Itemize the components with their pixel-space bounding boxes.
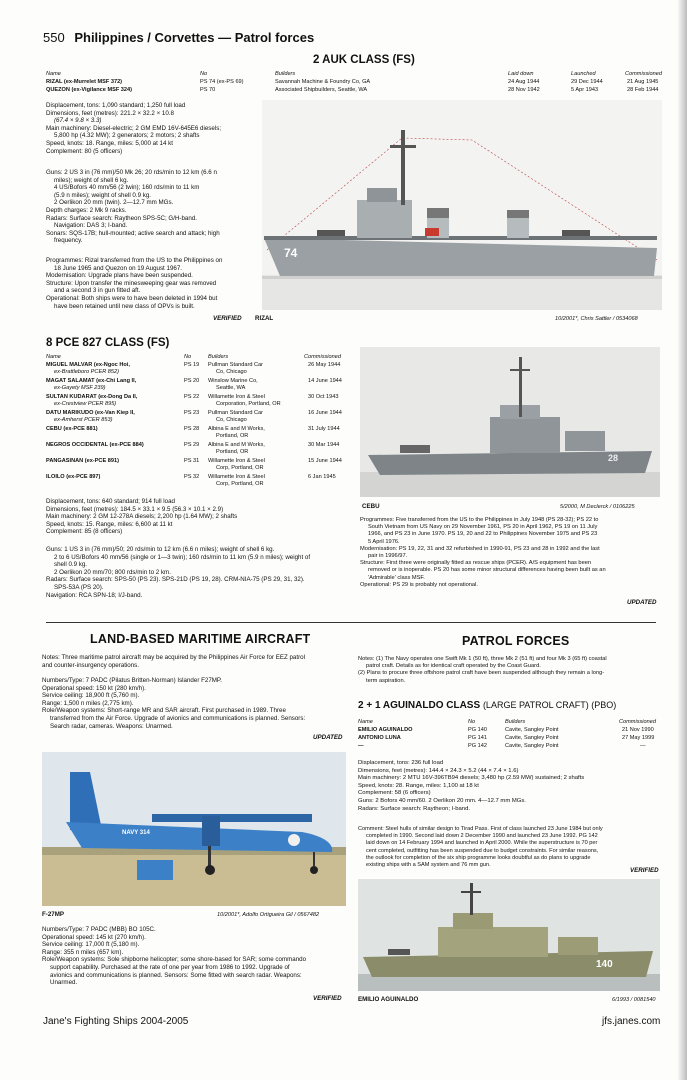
ship-name: CEBU (ex-PCE 881) xyxy=(46,426,98,432)
gun-line: 4 US/Bofors 40 mm/56 (2 twin); 160 rds/min to 11 km xyxy=(54,184,200,192)
col-builders: Builders xyxy=(208,354,229,360)
note-line: Programmes: Rizal transferred from the US to the Philippines on xyxy=(46,257,223,264)
patrol-notes xyxy=(358,656,663,685)
photo-credit: 10/2001*, Adolfo Ortigueira Gil / 0567482 xyxy=(217,912,320,918)
aguinaldo-class-heading xyxy=(358,700,616,711)
spec-line: Unarmed. xyxy=(50,979,78,987)
ship-comm: 15 June 1944 xyxy=(308,458,342,464)
auk-class-title: 2 AUK CLASS (FS) xyxy=(313,54,415,66)
list-item xyxy=(46,378,356,394)
photo-label: CEBU xyxy=(362,503,380,510)
photo-label: EMILIO AGUINALDO xyxy=(358,996,419,1003)
comment-line: completed in 1990. Second laid down 2 December 1990 and launched 23 June 1992. PG 142 xyxy=(366,833,598,840)
spec-line: Operational speed: 150 kt (280 km/h). xyxy=(42,684,146,692)
spec-line: 5,800 hp (4.32 MW); 2 generators; 2 motors; 2 shafts xyxy=(54,132,200,140)
col-laid-down: Laid down xyxy=(508,71,534,77)
ship-photo-aguinaldo xyxy=(358,879,660,991)
verified-tag: VERIFIED xyxy=(213,315,242,322)
ship-laid: 28 Nov 1942 xyxy=(508,87,540,93)
note-line: and counter-insurgency operations. xyxy=(42,661,139,669)
note-line: and a second 3 in gun fitted aft. xyxy=(54,287,141,295)
ship-comm: 14 June 1944 xyxy=(308,378,342,384)
note-line: pair in 1996/97. xyxy=(368,553,408,560)
ship-builder: Pullman Standard Car xyxy=(208,410,264,416)
list-item xyxy=(46,474,356,490)
ship-builder: Willamette Iron & Steel xyxy=(208,458,265,464)
ship-no: PS 19 xyxy=(184,362,200,368)
ship-builder-loc: Corp, Portland, OR xyxy=(216,465,264,471)
updated-tag: UPDATED xyxy=(627,599,657,606)
auk-specs xyxy=(46,102,261,155)
ship-name: ILOILO (ex-PCE 897) xyxy=(46,474,101,480)
spec-line: Service ceiling: 17,000 ft (5,180 m). xyxy=(42,941,140,949)
spec-line: Main machinery: Diesel-electric; 2 GM EMD 16V-645E6 diesels; xyxy=(46,124,222,132)
ship-comm: 27 May 1999 xyxy=(622,735,655,741)
note-line: Structure: First three were originally fitted as rescue ships (PCER). A/S equipment has been xyxy=(360,560,592,567)
note-line: Notes: (1) The Navy operates one Swift Mk 1 (50 ft), three Mk 2 (51 ft) and four Mk 3 (65 ft) coastal xyxy=(358,656,607,662)
col-launched: Launched xyxy=(571,71,596,77)
page-number: 550 xyxy=(43,30,65,45)
ship-former-name: ex-Amherst PCER 853) xyxy=(54,417,113,423)
pce-notes xyxy=(360,517,662,589)
spec-line: Main machinery: 2 MTU 16V-396TB94 diesels; 3,480 hp (2.59 MW) sustained; 2 shafts xyxy=(358,775,585,782)
note-line: Operational: Both ships were to have been deleted in 1994 but xyxy=(46,294,218,302)
ship-builder-loc: Portland, OR xyxy=(216,433,249,439)
photo-credit: 5/2000, M Declerck / 0106225 xyxy=(560,504,635,510)
hull-number: 28 xyxy=(608,453,619,463)
hull-number: 140 xyxy=(596,959,613,970)
hull-number: 74 xyxy=(284,246,298,260)
comment-line: Comment: Steel hulls of similar design to Tirad Pass. First of class launched 23 June 1984 but only xyxy=(358,826,603,832)
section-divider xyxy=(46,622,656,623)
ship-builder-loc: Portland, OR xyxy=(216,449,249,455)
spec-line: Displacement, tons: 640 standard; 914 full load xyxy=(46,498,175,505)
ship-no: PS 32 xyxy=(184,474,200,480)
photo-rizal xyxy=(262,100,662,310)
photo-emilio-aguinaldo xyxy=(358,879,660,991)
ship-name: — xyxy=(358,743,364,749)
spec-line: Main machinery: 2 GM 12-278A diesels; 2,200 hp (1.64 MW); 2 shafts xyxy=(46,513,238,521)
note-line: Notes: Three maritime patrol aircraft may be acquired by the Philippines Air Force for EEZ patrol xyxy=(42,654,305,661)
spec-line: Search radar, cameras. Weapons: Unarmed. xyxy=(50,722,173,730)
ship-name: PANGASINAN (ex-PCE 891) xyxy=(46,458,119,464)
note-line: Operational: PS 29 is probably not operational. xyxy=(360,581,478,588)
col-name: Name xyxy=(46,354,61,360)
gun-line: Radars: Surface search: Raytheon SPS-5C; G/H-band. xyxy=(46,214,197,222)
aguinaldo-comment xyxy=(358,826,663,869)
ship-name: QUEZON (ex-Vigilance MSF 324) xyxy=(46,87,133,93)
class-subtitle: (LARGE PATROL CRAFT) (PBO) xyxy=(482,700,617,710)
aguinaldo-specs xyxy=(358,760,663,813)
comment-line: the outlook for completion of the six ship programme looks doubtful as do plans to upgrade xyxy=(366,854,591,861)
spec-line: Speed, knots: 28. Range, miles: 1,100 at 18 kt xyxy=(358,782,479,789)
ship-name: ANTONIO LUNA xyxy=(358,735,401,741)
ship-comm: 21 Aug 1945 xyxy=(627,79,659,85)
ship-comm: 21 Nov 1990 xyxy=(622,727,654,733)
ship-builder: Winslow Marine Co, xyxy=(208,378,258,384)
ship-builder: Savannah Machine & Foundry Co, GA xyxy=(275,79,371,85)
footer-website[interactable]: jfs.janes.com xyxy=(602,1016,661,1027)
ship-name: MIGUEL MALVAR (ex-Ngoc Hoi, xyxy=(46,362,130,368)
spec-line: support capability. Purchased at the rate of one per year from 1986 to 1992. Upgrade of xyxy=(50,963,290,971)
ship-builder: Willamette Iron & Steel xyxy=(208,474,265,480)
ship-no: PS 70 xyxy=(200,87,216,93)
ship-no: PG 141 xyxy=(468,735,487,741)
note-line: South Vietnam from US Navy on 29 November 1961, PS 20 in April 1962, PS 19 on 11 July xyxy=(368,524,598,531)
ship-former-name: ex-Brattleboro PCER 852) xyxy=(54,369,119,375)
spec-line: Role/Weapon systems: Sole shipborne helicopter; some shore-based for SAR; some commando xyxy=(42,956,307,964)
ship-name: DATU MARIKUDO (ex-Van Kiep II, xyxy=(46,410,135,416)
spec-line: Service ceiling: 18,900 ft (5,760 m). xyxy=(42,692,140,700)
note-line: Modernisation: Upgrade plans have been suspended. xyxy=(46,272,193,280)
ship-launched: 5 Apr 1943 xyxy=(571,87,599,93)
ship-former-name: ex-Crestview PCER 895) xyxy=(54,401,117,407)
pce-class-title: 8 PCE 827 CLASS (FS) xyxy=(46,337,170,349)
list-item xyxy=(46,410,356,426)
ship-comm: 6 Jan 1945 xyxy=(308,474,336,480)
spec-line: avionics and communications is planned. Sensors: Some fitted with search radar. Weapons: xyxy=(50,971,302,979)
gun-line: 2 to 6 US/Bofors 40 mm/56 (single or 1—3 twin); 160 rds/min to 11 km (5.9 n miles); weight of xyxy=(54,553,311,561)
col-no: No xyxy=(468,719,476,725)
spec-line: Dimensions, feet (metres): 144.4 × 24.3 × 5.2 (44 × 7.4 × 1.6) xyxy=(358,767,519,774)
gun-line: SPS-53A (PS 20). xyxy=(54,583,104,591)
gun-line: Navigation: RCA SPN-18; I/J-band. xyxy=(46,591,143,599)
class-title: 2 + 1 AGUINALDO CLASS xyxy=(358,700,481,711)
ship-builder: Albina E and M Works, xyxy=(208,442,265,448)
spec-line: Displacement, tons: 1,090 standard; 1,250 full load xyxy=(46,102,186,109)
note-line: (2) Plans to procure three offshore patrol craft have been suspended although they remain a long- xyxy=(358,670,605,677)
ship-builder: Willamette Iron & Steel xyxy=(208,394,265,400)
spec-line: Operational speed: 145 kt (270 km/h). xyxy=(42,933,146,941)
spec-line: Dimensions, feet (metres): 184.5 × 33.1 × 9.5 (56.3 × 10.1 × 2.9) xyxy=(46,505,224,513)
page-title: Philippines / Corvettes — Patrol forces xyxy=(74,30,315,45)
pce-ship-list xyxy=(46,362,356,490)
gun-line: miles); weight of shell 6 kg. xyxy=(54,176,129,184)
ship-no: PS 28 xyxy=(184,426,200,432)
spec-line: Range: 355 n miles (657 km). xyxy=(42,948,124,956)
updated-tag: UPDATED xyxy=(313,734,343,741)
auk-guns xyxy=(46,169,261,245)
photo-credit: 6/1993 / 0081540 xyxy=(612,997,656,1003)
ship-no: PS 74 (ex-PS 69) xyxy=(200,79,244,85)
gun-line: Depth charges: 2 Mk 9 racks. xyxy=(46,206,127,214)
ship-no: PS 31 xyxy=(184,458,200,464)
spec-line: Numbers/Type: 7 PADC (Pilatus Britten-Norman) Islander F27MP. xyxy=(42,677,222,684)
note-line: 18 June 1965 and Quezon on 19 August 1967. xyxy=(54,264,182,272)
list-item xyxy=(46,362,356,378)
bo105-specs xyxy=(42,926,347,987)
footer-publication: Jane's Fighting Ships 2004-2005 xyxy=(43,1016,189,1027)
ship-comm: 30 Oct 1943 xyxy=(308,394,339,400)
page-header xyxy=(43,30,314,45)
list-item xyxy=(46,458,356,474)
pce-guns xyxy=(46,546,364,599)
list-item xyxy=(46,442,356,458)
photo-credit: 10/2001*, Chris Sattler / 0534068 xyxy=(555,316,638,322)
aircraft-notes xyxy=(42,654,347,669)
ship-builder-loc: Co, Chicago xyxy=(216,369,247,375)
col-builders: Builders xyxy=(505,719,526,725)
col-commissioned: Commissioned xyxy=(619,719,656,725)
ship-builder-loc: Seattle, WA xyxy=(216,385,246,391)
ship-name: RIZAL (ex-Murrelet MSF 372) xyxy=(46,79,123,85)
ship-builder: Albina E and M Works, xyxy=(208,426,265,432)
spec-line: Range: 1,500 n miles (2,775 km). xyxy=(42,699,134,707)
col-no: No xyxy=(184,354,192,360)
gun-line: Radars: Surface search: SPS-50 (PS 23). SPS-21D (PS 19, 28). CRM-NIA-75 (PS 29, 31, 32). xyxy=(46,576,305,584)
ship-name: SULTAN KUDARAT (ex-Dong Da II, xyxy=(46,394,138,400)
ship-no: PS 23 xyxy=(184,410,200,416)
spec-line: transferred from the Air Force. Upgrade of avionics and communications is planned. Sensors: xyxy=(50,714,306,722)
gun-line: Sonars: SQS-17B; hull-mounted; active search and attack; high xyxy=(46,229,220,237)
ship-launched: 29 Dec 1944 xyxy=(571,79,603,85)
ship-photo-rizal xyxy=(262,100,662,310)
ship-builder: Cavite, Sangley Point xyxy=(505,743,559,749)
col-commissioned: Commissioned xyxy=(304,354,341,360)
spec-line: Speed, knots: 15. Range, miles: 6,600 at 11 kt xyxy=(46,520,173,528)
ship-comm: 16 June 1944 xyxy=(308,410,342,416)
spec-line: Guns: 2 Bofors 40 mm/60. 2 Oerlikon 20 mm. 4—12.7 mm MGs. xyxy=(358,797,526,804)
list-item xyxy=(46,394,356,410)
note-line: 1966, and PS 23 in June 1970. PS 19, 20 and 22 to Philippines November 1975 and PS 23 xyxy=(368,531,598,538)
photo-label: RIZAL xyxy=(255,315,274,322)
aircraft-marking: NAVY 314 xyxy=(122,830,150,836)
note-line: 5 April 1976. xyxy=(368,538,400,545)
ship-comm: — xyxy=(640,743,646,749)
note-line: Structure: Upon transfer the minesweeping gear was removed xyxy=(46,279,217,287)
note-line: patrol craft. Details as for identical craft operated by the Coast Guard. xyxy=(366,663,541,670)
photo-cebu xyxy=(360,347,660,497)
comment-line: laid down on 14 February 1994 and launched in April 2000. While the superstructure is 70 per xyxy=(366,840,598,847)
spec-line: Numbers/Type: 7 PADC (MBB) BO 105C. xyxy=(42,926,156,933)
ship-builder: Cavite, Sangley Point xyxy=(505,735,559,741)
gun-line: Guns: 2 US 3 in (76 mm)/50 Mk 26; 20 rds/min to 12 km (6.6 n xyxy=(46,169,217,176)
col-name: Name xyxy=(46,71,61,77)
gun-line: frequency. xyxy=(54,237,83,245)
ship-comm: 26 May 1944 xyxy=(308,362,341,368)
spec-line: Dimensions, feet (metres): 221.2 × 32.2 × 10.8 xyxy=(46,109,174,117)
ship-no: PS 20 xyxy=(184,378,200,384)
aircraft-section-title: LAND-BASED MARITIME AIRCRAFT xyxy=(90,632,311,646)
gun-line: 2 Oerlikon 20 mm/70; 800 rds/min to 2 km. xyxy=(54,568,171,576)
photo-f27mp xyxy=(42,752,346,906)
spec-line: Role/Weapon systems: Short-range MR and SAR aircraft. First purchased in 1989. Three xyxy=(42,707,286,715)
auk-notes xyxy=(46,257,261,310)
ship-no: PG 140 xyxy=(468,727,487,733)
spec-line: Speed, knots: 18. Range, miles: 5,000 at 14 kt xyxy=(46,139,173,147)
verified-tag: VERIFIED xyxy=(313,995,342,1002)
gun-line: Guns: 1 US 3 in (76 mm)/50; 20 rds/min to 12 km (6.6 n miles); weight of shell 6 kg. xyxy=(46,546,275,553)
ship-builder-loc: Corp, Portland, OR xyxy=(216,481,264,487)
ship-comm: 28 Feb 1944 xyxy=(627,87,659,93)
ship-no: PS 22 xyxy=(184,394,200,400)
col-name: Name xyxy=(358,719,373,725)
note-line: 'Admirable' class MSF. xyxy=(368,574,425,581)
list-item xyxy=(46,426,356,442)
ship-builder: Associated Shipbuilders, Seattle, WA xyxy=(275,87,368,93)
ship-no: PS 29 xyxy=(184,442,200,448)
ship-photo-cebu xyxy=(360,347,660,497)
spec-line: Radars: Surface search: Raytheon; I-band. xyxy=(358,805,470,812)
aircraft-photo xyxy=(42,752,346,906)
note-line: have been retained until new class of OPVs is built. xyxy=(54,302,195,310)
ship-name: NEGROS OCCIDENTAL (ex-PCE 884) xyxy=(46,442,144,448)
note-line: removed or is inoperable. PS 20 has some minor structural differences having been built as an xyxy=(368,567,606,574)
gun-line: shell 0.9 kg. xyxy=(54,561,88,569)
col-no: No xyxy=(200,71,208,77)
f27-specs xyxy=(42,677,347,730)
ship-comm: 31 July 1944 xyxy=(308,426,340,432)
comment-line: existing ships with a SAM system and 76 mm gun. xyxy=(366,862,491,869)
spec-line: (67.4 × 9.8 × 3.3) xyxy=(54,117,102,125)
spec-line: Displacement, tons: 236 full load xyxy=(358,760,444,766)
col-builders: Builders xyxy=(275,71,296,77)
ship-no: PG 142 xyxy=(468,743,487,749)
gun-line: (5.9 n miles); weight of shell 0.9 kg. xyxy=(54,191,151,199)
patrol-section-title: PATROL FORCES xyxy=(462,634,570,648)
ship-comm: 30 Mar 1944 xyxy=(308,442,340,448)
spec-line: Complement: 80 (5 officers) xyxy=(46,147,123,155)
spec-line: Complement: 58 (6 officers) xyxy=(358,790,431,797)
note-line: Modernisation: PS 19, 22, 31 and 32 refurbished in 1990-91, PS 23 and 28 in 1992 and the last xyxy=(360,545,600,552)
col-commissioned: Commissioned xyxy=(625,71,662,77)
pce-specs xyxy=(46,498,356,536)
ship-builder-loc: Co, Chicago xyxy=(216,417,247,423)
page-edge-shadow xyxy=(677,0,687,1080)
verified-tag: VERIFIED xyxy=(630,867,659,874)
comment-line: cent completed, outfitting has been suspended due to budget constraints. For similar reasons, xyxy=(366,847,599,854)
photo-label: F-27MP xyxy=(42,911,65,918)
ship-builder: Pullman Standard Car xyxy=(208,362,264,368)
ship-laid: 24 Aug 1944 xyxy=(508,79,540,85)
gun-line: 2 Oerlikon 20 mm (twin). 2—12.7 mm MGs. xyxy=(54,199,174,207)
note-line: term aspiration. xyxy=(366,677,406,684)
spec-line: Complement: 85 (8 officers) xyxy=(46,528,123,536)
ship-former-name: ex-Gayety MSF 239) xyxy=(54,385,106,391)
ship-name: EMILIO AGUINALDO xyxy=(358,727,413,733)
note-line: Programmes: Five transferred from the US to the Philippines in July 1948 (PS 28-32); PS 22 to xyxy=(360,517,599,523)
ship-builder-loc: Corporation, Portland, OR xyxy=(216,401,281,407)
ship-builder: Cavite, Sangley Point xyxy=(505,727,559,733)
gun-line: Navigation: DAS 3; I-band. xyxy=(54,222,128,230)
ship-name: MAGAT SALAMAT (ex-Chi Lang II, xyxy=(46,378,137,384)
